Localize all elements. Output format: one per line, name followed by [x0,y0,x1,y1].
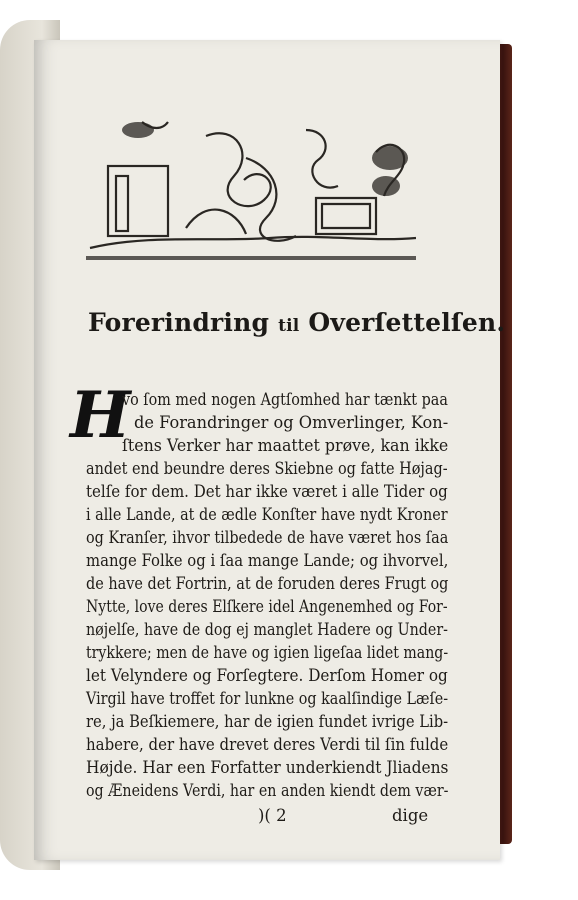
heading-small: til [278,316,300,336]
drop-capital: H [70,378,131,453]
heading-end: Overſettelſen. [308,308,506,337]
text-line: Højde. Har een Forfatter underkiendt Jliadens [86,758,449,777]
text-line: re, ja Beſkiemere, har de igien fundet ivrige Lib- [86,712,449,731]
text-line: Nytte, love deres Elſkere idel Angenemhed og For- [86,597,448,616]
text-line: let Velyndere og Forſegtere. Derſom Homer og [86,666,448,685]
text-line: andet end beundre deres Skiebne og fatte Højag- [86,459,448,478]
text-line: i alle Lande, at de ædle Konſter have nydt Kroner [86,505,448,524]
text-line: og Kranſer, ihvor tilbedede de have været hos ſaa [86,528,449,547]
text-line: mange Folke og i ſaa mange Lande; og ihvorvel, [86,551,449,570]
ornamental-vignette [86,118,416,263]
text-line: trykkere; men de have og igien ligeſaa lidet mang- [86,643,449,662]
text-line: og Æneidens Verdi, har en anden kiendt dem vær- [86,781,449,800]
text-line: Virgil have troffet for lunkne og kaalſindige Læſe- [86,689,449,708]
catchword: dige [392,806,429,825]
section-heading [88,308,506,337]
text-line: nøjelſe, have de dog ej manglet Hadere og Under- [86,620,448,639]
signature-mark: )( 2 [258,806,287,825]
text-line: de have det Fortrin, at de foruden deres Frugt og [86,574,449,593]
heading-main: Forerindring [88,308,270,337]
text-line: habere, der have drevet deres Verdi til ſin fulde [86,735,449,754]
text-line: vo ſom med nogen Agtſomhed har tænkt paa [122,390,448,409]
text-line: de Forandringer og Omverlinger, Kon- [134,413,449,432]
text-line: ſtens Verker har maattet prøve, kan ikke [122,436,449,455]
text-line: telſe for dem. Det har ikke været i alle Tider og [86,482,448,501]
